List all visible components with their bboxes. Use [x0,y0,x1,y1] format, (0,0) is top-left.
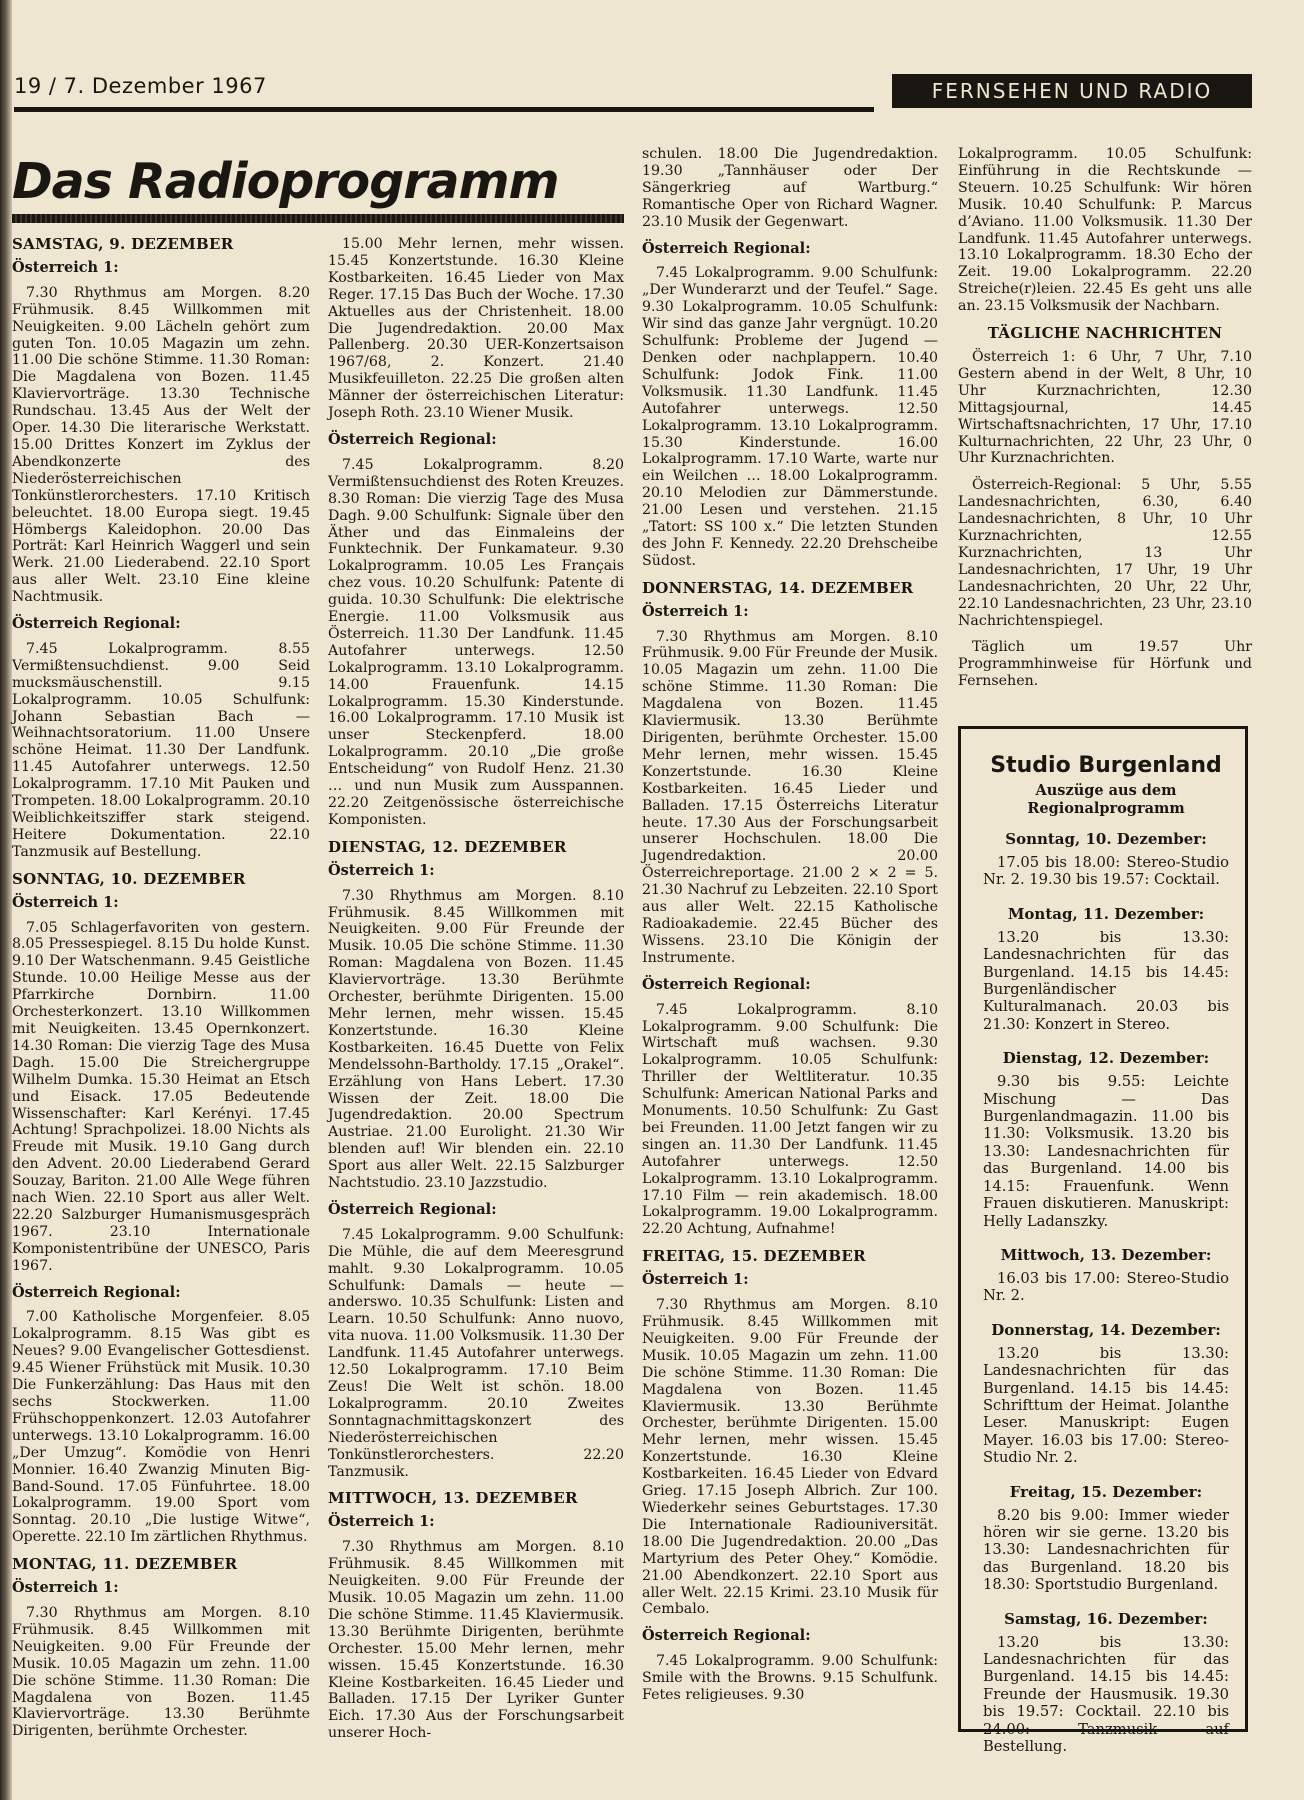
station-heading: Österreich Regional: [12,1283,181,1301]
box-day-heading: Montag, 11. Dezember: [1007,904,1205,923]
station-heading: Österreich Regional: [328,430,497,448]
station-heading: Österreich 1: [12,258,119,276]
box-program-listing: 13.20 bis 13.30: Landesnachrichten für das Burgenland. 14.15 bis 14.45: Schrifttum der Heimat. Jolanthe Leser. Manuskript: Eugen Mayer. 16.03 bis 17.00: Stereo-Studio Nr. 2. [983,1344,1229,1467]
day-heading: MITTWOCH, 13. DEZEMBER [328,1489,578,1508]
page-header [14,74,1254,114]
program-listing: 7.30 Rhythmus am Morgen. 8.10 Frühmusik. 8.45 Willkommen mit Neuigkeiten. 9.00 Für Freunde der Musik. 10.05 Die schöne Stimme. 11.30 Roman: Magdalena von Bozen. 11.45 Klaviervorträge. 13.30 Berühmte Orchester, berühmte Dirigenten. 15.00 Mehr lernen, mehr wissen. 15.45 Konzertstunde. 16.30 Kleine Kostbarkeiten. 16.45 Duette von Felix Mendelssohn-Bartholdy. 17.15 „Orakel“. Erzählung von Hans Lebert. 17.30 Wissen der Zeit. 18.00 Die Jugendredaktion. 20.00 Spectrum Austriae. 21.00 Eurolight. 21.30 Wir blenden auf! Wir blenden ein. 22.10 Sport aus aller Welt. 22.15 Salzburger Nachtstudio. 23.10 Jazzstudio. [328,887,624,1192]
program-listing: 7.30 Rhythmus am Morgen. 8.10 Frühmusik. 8.45 Willkommen mit Neuigkeiten. 9.00 Für Freunde der Musik. 10.05 Magazin um zehn. 11.00 Die schöne Stimme. 11.30 Roman: Die Magdalena von Bozen. 11.45 Klaviermusik. 13.30 Berühmte Orchester, berühmte Dirigenten. 15.00 Mehr lernen, mehr wissen. 15.45 Konzertstunde. 16.30 Kleine Kostbarkeiten. 16.45 Lieder von Edvard Grieg. 17.15 Joseph Albrich. Zur 100. Wiederkehr seines Geburtstages. 17.30 Die Internationale Radiouniversität. 18.00 Die Jugendredaktion. 20.00 „Das Martyrium des Peter Ohey.“ Komödie. 21.00 Abendkonzert. 22.10 Sport aus aller Welt. 22.15 Krimi. 23.10 Musik für Cembalo. [642,1297,938,1618]
day-heading: SAMSTAG, 9. DEZEMBER [12,235,234,253]
station-heading: Österreich Regional: [328,1200,497,1218]
box-entries [983,830,1229,1755]
box-day-heading: Freitag, 15. Dezember: [1009,1482,1203,1501]
box-day-heading: Donnerstag, 14. Dezember: [991,1320,1221,1339]
column-1 [12,236,310,1750]
program-listing: Lokalprogramm. 10.05 Schulfunk: Einführung in die Rechtskunde — Steuern. 10.25 Schulfunk: Wir hören Musik. 10.40 Schulfunk: P. Marcus d’Aviano. 11.00 Volksmusik. 11.30 Der Landfunk. 11.45 Autofahrer unterwegs. 13.10 Lokalprogramm. 18.30 Echo der Zeit. 19.00 Lokalprogramm. 22.20 Streiche(r)leien. 22.45 Es geht uns alle an. 23.15 Volksmusik der Nachbarn. [958,146,1252,315]
program-listing: Täglich um 19.57 Uhr Programmhinweise für Hörfunk und Fernsehen. [958,639,1252,690]
box-day-heading: Sonntag, 10. Dezember: [1005,830,1207,848]
program-listing: 7.45 Lokalprogramm. 8.10 Lokalprogramm. 9.00 Schulfunk: Die Wirtschaft muß wachsen. 9.30 Lokalprogramm. 10.05 Schulfunk: Thriller der Weltliteratur. 10.35 Schulfunk: American National Parks and Monuments. 10.50 Schulfunk: Zu Gast bei Freunden. 11.00 Jetzt fangen wir zu singen an. 11.30 Der Landfunk. 11.45 Autofahrer unterwegs. 12.50 Lokalprogramm. 13.10 Lokalprogramm. 17.10 Film — rein akademisch. 18.00 Lokalprogramm. 19.00 Lokalprogramm. 22.20 Achtung, Aufnahme! [642,1001,938,1238]
box-program-listing: 8.20 bis 9.00: Immer wieder hören wir sie gerne. 13.20 bis 13.30: Landesnachrichten für das Burgenland. 18.20 bis 18.30: Sportstudio Burgenland. [983,1506,1229,1594]
station-heading: Österreich 1: [12,1579,119,1597]
box-program-listing: 16.03 bis 17.00: Stereo-Studio Nr. 2. [983,1269,1229,1305]
column-4 [958,146,1252,700]
page-number-date: 19 / 7. Dezember 1967 [14,74,267,98]
box-program-listing: 17.05 bis 18.00: Stereo-Studio Nr. 2. 19.30 bis 19.57: Cocktail. [983,854,1229,889]
program-listing: schulen. 18.00 Die Jugendredaktion. 19.30 „Tannhäuser oder Der Sängerkrieg auf Wartburg.“ Romantische Oper von Richard Wagner. 23.10 Musik der Gegenwart. [642,146,938,230]
station-heading: Österreich Regional: [12,615,181,633]
station-heading: Österreich Regional: [642,1627,811,1645]
program-listing: 7.30 Rhythmus am Morgen. 8.20 Frühmusik. 8.45 Willkommen mit Neuigkeiten. 9.00 Lächeln gehört zum guten Ton. 10.05 Magazin um zehn. 11.00 Die schöne Stimme. 11.30 Roman: Die Magdalena von Bozen. 11.45 Klaviervorträge. 13.30 Technische Rundschau. 13.45 Aus der Welt der Oper. 14.30 Die literarische Werkstatt. 15.00 Drittes Konzert im Zyklus der Abendkonzerte des Niederösterreichischen Tonkünstlerorchesters. 17.10 Kritisch beleuchtet. 18.00 Europa siegt. 19.45 Hömbergs Kaleidophon. 20.00 Das Porträt: Karl Heinrich Waggerl und sein Werk. 21.00 Liederabend. 22.10 Sport aus aller Welt. 23.10 Eine kleine Nachtmusik. [12,284,310,606]
column-3 [642,146,938,1714]
day-heading: DONNERSTAG, 14. DEZEMBER [642,578,914,597]
header-rule [14,107,874,112]
program-listing: 7.30 Rhythmus am Morgen. 8.10 Frühmusik. 8.45 Willkommen mit Neuigkeiten. 9.00 Für Freunde der Musik. 10.05 Magazin um zehn. 11.00 Die schöne Stimme. 11.45 Klaviermusik. 13.30 Berühmte Dirigenten, berühmte Orchester. 15.00 Mehr lernen, mehr wissen. 15.45 Konzertstunde. 16.30 Kleine Kostbarkeiten. 16.45 Lieder und Balladen. 17.15 Der Lyriker Gunter Eich. 17.30 Aus der Forschungsarbeit unserer Hoch- [328,1539,624,1742]
program-listing: 7.45 Lokalprogramm. 9.00 Schulfunk: Smile with the Browns. 9.15 Schulfunk. Fetes religieuses. 9.30 [642,1653,938,1704]
box-day-heading: Dienstag, 12. Dezember: [1002,1049,1210,1068]
program-listing: 7.45 Lokalprogramm. 8.20 Vermißtensuchdienst des Roten Kreuzes. 8.30 Roman: Die vierzig Tage des Musa Dagh. 9.00 Schulfunk: Signale über den Äther und das Einmaleins der Funktechnik. Der Funkamateur. 9.30 Lokalprogramm. 10.05 Les Français chez vous. 10.20 Schulfunk: Patente di guida. 10.30 Schulfunk: Die elektrische Energie. 11.00 Volksmusik aus Österreich. 11.30 Der Landfunk. 11.45 Autofahrer unterwegs. 12.50 Lokalprogramm. 13.10 Lokalprogramm. 14.00 Frauenfunk. 14.15 Lokalprogramm. 15.30 Kinderstunde. 16.00 Lokalprogramm. 17.10 Musik ist unser Steckenpferd. 18.00 Lokalprogramm. 20.10 „Die große Entscheidung“ von Rudolf Henz. 21.30 … und nun Musik zum Ausspannen. 22.20 Zeitgenössische österreichische Komponisten. [328,456,624,828]
day-heading: FREITAG, 15. DEZEMBER [642,1247,866,1266]
box-program-listing: 13.20 bis 13.30: Landesnachrichten für das Burgenland. 14.15 bis 14.45: Freunde der Hausmusik. 19.30 bis 19.57: Cocktail. 22.10 bis 24.00: Tanzmusik auf Bestellung. [983,1633,1229,1756]
station-heading: Österreich Regional: [642,239,811,257]
binding-edge [0,0,12,1800]
program-listing: 7.05 Schlagerfavoriten von gestern. 8.05 Pressespiegel. 8.15 Du holde Kunst. 9.10 Der Watschenmann. 9.45 Geistliche Stunde. 10.00 Heilige Messe aus der Pfarrkirche Dornbirn. 11.00 Orchesterkonzert. 13.10 Willkommen mit Neuigkeiten. 13.45 Opernkonzert. 14.30 Roman: Die vierzig Tage des Musa Dagh. 15.00 Die Streichergruppe Wilhelm Dumka. 15.30 Heimat an Etsch und Eisack. 17.05 Bedeutende Wissenschafter: Karl Kerényi. 17.45 Achtung! Sprachpolizei. 18.00 Nichts als Freude mit Musik. 19.10 Gang durch den Advent. 20.00 Liederabend Gerard Souzay, Bariton. 21.00 Alle Wege führen nach Wien. 22.10 Sport aus aller Welt. 22.20 Salzburger Humanismusgespräch 1967. 23.10 Internationale Komponistentribüne der UNESCO, Paris 1967. [12,919,310,1274]
column-2 [328,236,624,1752]
program-listing: 7.45 Lokalprogramm. 8.55 Vermißtensuchdienst. 9.00 Seid mucksmäuschenstill. 9.15 Lokalprogramm. 10.05 Schulfunk: Johann Sebastian Bach — Weihnachtsoratorium. 11.00 Unsere schöne Heimat. 11.30 Der Landfunk. 11.45 Autofahrer unterwegs. 12.50 Lokalprogramm. 17.10 Mit Pauken und Trompeten. 18.00 Lokalprogramm. 20.10 Weiblichkeitsziffer stark steigend. Heitere Dokumentation. 22.10 Tanzmusik auf Bestellung. [12,640,310,860]
program-listing: 15.00 Mehr lernen, mehr wissen. 15.45 Konzertstunde. 16.30 Kleine Kostbarkeiten. 16.45 Lieder von Max Reger. 17.15 Das Buch der Woche. 17.30 Aktuelles aus der Christenheit. 18.00 Die Jugendredaktion. 20.00 Max Pallenberg. 20.30 UER-Konzertsaison 1967/68, 2. Konzert. 21.40 Musikfeuilleton. 22.25 Die großen alten Männer der österreichischen Literatur: Joseph Roth. 23.10 Wiener Musik. [328,236,624,422]
program-listing: Österreich 1: 6 Uhr, 7 Uhr, 7.10 Gestern abend in der Welt, 8 Uhr, 10 Uhr Kurznachrichten, 12.30 Mittagsjournal, 14.45 Wirtschaftsnachrichten, 17 Uhr, 17.10 Kulturnachrichten, 22 Uhr, 23 Uhr, 0 Uhr Kurznachrichten. [958,348,1252,467]
program-listing: 7.45 Lokalprogramm. 9.00 Schulfunk: Die Mühle, die auf dem Meeresgrund mahlt. 9.30 Lokalprogramm. 10.05 Schulfunk: Damals — heute — anderswo. 10.35 Schulfunk: Listen and Learn. 10.50 Schulfunk: Anno nuovo, vita nuova. 11.00 Volksmusik. 11.30 Der Landfunk. 11.45 Autofahrer unterwegs. 12.50 Lokalprogramm. 17.10 Beim Zeus! Die Welt ist schön. 18.00 Lokalprogramm. 20.10 Zweites Sonntagnachmittagskonzert des Niederösterreichischen Tonkünstlerorchesters. 22.20 Tanzmusik. [328,1226,624,1480]
title-rule [12,214,624,223]
box-day-heading: Samstag, 16. Dezember: [1004,1609,1208,1628]
day-heading: MONTAG, 11. DEZEMBER [12,1555,238,1574]
studio-burgenland-box [958,726,1248,1756]
page-title: Das Radioprogramm [12,153,559,210]
station-heading: Österreich Regional: [642,975,811,993]
station-heading: Österreich 1: [642,602,749,620]
station-heading: Österreich 1: [328,1513,435,1531]
program-listing: Österreich-Regional: 5 Uhr, 5.55 Landesnachrichten, 6.30, 6.40 Landesnachrichten, 8 Uhr, 10 Uhr Kurznachrichten, 12.55 Kurznachrichten, 13 Uhr Landesnachrichten, 17 Uhr, 19 Uhr Landesnachrichten, 20 Uhr, 22 Uhr, 22.10 Landesnachrichten, 23 Uhr, 23.10 Nachrichtenspiegel. [958,477,1252,629]
station-heading: Österreich 1: [12,893,119,911]
day-heading: SONNTAG, 10. DEZEMBER [12,869,246,888]
program-listing: 7.45 Lokalprogramm. 9.00 Schulfunk: „Der Wunderarzt und der Teufel.“ Sage. 9.30 Lokalprogramm. 10.05 Schulfunk: Wir sind das ganze Jahr vergnügt. 10.20 Schulfunk: Probleme der Jugend — Denken oder nachplappern. 10.40 Schulfunk: Jodok Fink. 11.00 Volksmusik. 11.30 Landfunk. 11.45 Autofahrer unterwegs. 12.50 Lokalprogramm. 13.10 Lokalprogramm. 15.30 Kinderstunde. 16.00 Lokalprogramm. 17.10 Warte, warte nur ein Weilchen … 18.00 Lokalprogramm. 20.10 Melodien zur Dämmerstunde. 21.00 Lesen und verstehen. 21.15 „Tatort: SS 100 x.“ Die letzten Stunden des John F. Kennedy. 22.20 Drehscheibe Südost. [642,265,938,569]
station-heading: Österreich 1: [642,1271,749,1289]
program-listing: 7.30 Rhythmus am Morgen. 8.10 Frühmusik. 9.00 Für Freunde der Musik. 10.05 Magazin um zehn. 11.00 Die schöne Stimme. 11.30 Roman: Die Magdalena von Bozen. 11.45 Klaviermusik. 13.30 Berühmte Dirigenten, berühmte Orchester. 15.00 Mehr lernen, mehr wissen. 15.45 Konzertstunde. 16.30 Kleine Kostbarkeiten. 16.45 Lieder und Balladen. 17.15 Österreichs Literatur heute. 17.30 Aus der Forschungsarbeit unserer Hochschulen. 18.00 Die Jugendredaktion. 20.00 Österreichreportage. 21.00 2 × 2 = 5. 21.30 Nachruf zu Lebzeiten. 22.10 Sport aus aller Welt. 22.15 Katholische Radioakademie. 22.45 Bücher des Wissens. 23.10 Die Königin der Instrumente. [642,628,938,966]
day-heading: TÄGLICHE NACHRICHTEN [987,324,1223,343]
station-heading: Österreich 1: [328,861,435,879]
program-listing: 7.30 Rhythmus am Morgen. 8.10 Frühmusik. 8.45 Willkommen mit Neuigkeiten. 9.00 Für Freunde der Musik. 10.05 Magazin um zehn. 11.00 Die schöne Stimme. 11.30 Roman: Die Magdalena von Bozen. 11.45 Klaviervorträge. 13.30 Berühmte Dirigenten, berühmte Orchester. [12,1604,310,1740]
day-heading: DIENSTAG, 12. DEZEMBER [328,837,567,856]
box-day-heading: Mittwoch, 13. Dezember: [1000,1245,1212,1264]
program-listing: 7.00 Katholische Morgenfeier. 8.05 Lokalprogramm. 8.15 Was gibt es Neues? 9.00 Evangelischer Gottesdienst. 9.45 Wiener Frühstück mit Musik. 10.30 Die Funkerzählung: Das Haus mit den sechs Stockwerken. 11.00 Frühschoppenkonzert. 12.03 Autofahrer unterwegs. 13.10 Lokalprogramm. 16.00 „Der Umzug“. Komödie von Henri Monnier. 16.40 Zwanzig Minuten Big-Band-Sound. 17.05 Fünfuhrtee. 18.00 Lokalprogramm. 19.00 Sport vom Sonntag. 20.10 „Die lustige Witwe“, Operette. 22.10 Im zärtlichen Rhythmus. [12,1309,310,1546]
section-label: FERNSEHEN UND RADIO [892,74,1252,108]
box-title: Studio Burgenland [990,753,1222,778]
box-subtitle: Auszüge aus dem Regionalprogramm [1027,782,1185,817]
box-program-listing: 13.20 bis 13.30: Landesnachrichten für das Burgenland. 14.15 bis 14.45: Burgenländischer Kulturalmanach. 20.03 bis 21.30: Konzert in Stereo. [983,928,1229,1033]
box-program-listing: 9.30 bis 9.55: Leichte Mischung — Das Burgenlandmagazin. 11.00 bis 11.30: Volksmusik. 13.20 bis 13.30: Landesnachrichten für das Burgenland. 14.00 bis 14.15: Frauenfunk. Wenn Frauen diskutieren. Manuskript: Helly Ladanszky. [983,1073,1229,1230]
